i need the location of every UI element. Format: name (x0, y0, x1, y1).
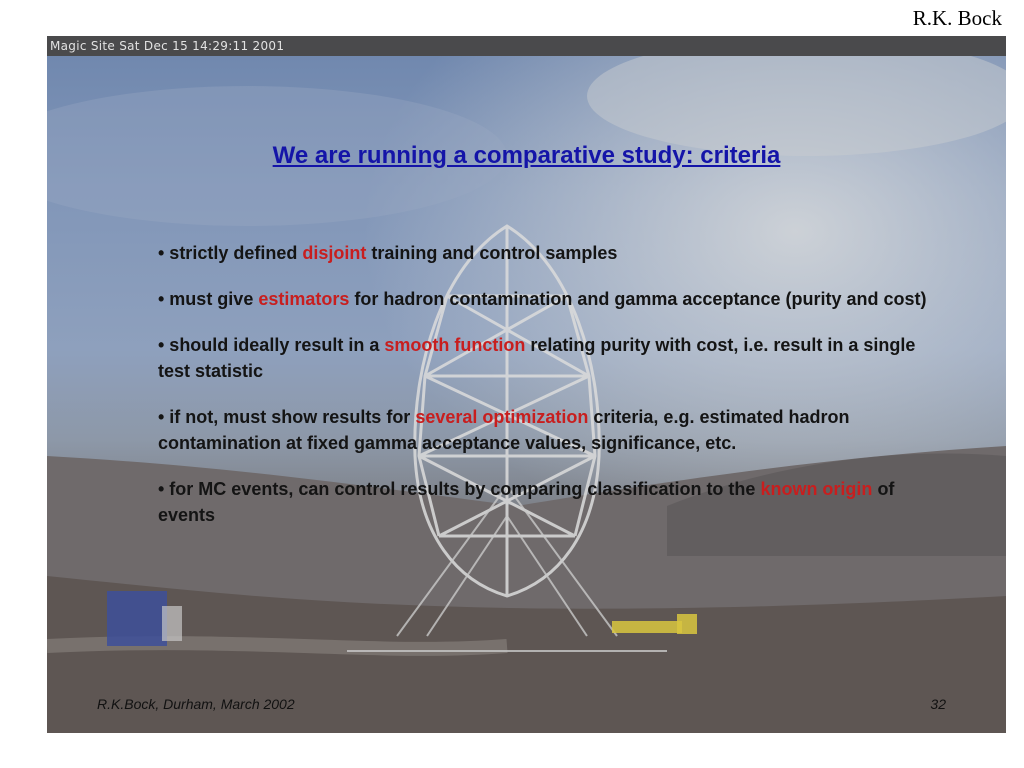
highlight-text: smooth function (384, 335, 526, 355)
bullet-item (158, 240, 928, 266)
bullet-text: training and control samples (366, 243, 618, 263)
bullet-text: criteria, e.g. estimated hadron contamination at fixed gamma acceptance values, significance, etc. (158, 407, 850, 453)
bullet-text: • strictly defined (158, 243, 303, 263)
bullet-text: relating purity with cost, i.e. result in a single test statistic (158, 335, 916, 381)
bullet-item (158, 476, 928, 528)
highlight-text: known origin (760, 479, 873, 499)
footer-page-number: 32 (930, 696, 946, 712)
highlight-text: disjoint (302, 243, 367, 263)
highlight-text: several optimization (415, 407, 589, 427)
bullet-text: • for MC events, can control results by comparing classification to the (158, 479, 761, 499)
webcam-caption: Magic Site Sat Dec 15 14:29:11 2001 (47, 36, 1006, 56)
footer-author-date: R.K.Bock, Durham, March 2002 (97, 696, 295, 712)
bullet-item (158, 332, 928, 384)
bullet-text: • if not, must show results for (158, 407, 416, 427)
bullet-item (158, 404, 928, 456)
slide (47, 36, 1006, 733)
bullet-item (158, 286, 928, 312)
slide-title: We are running a comparative study: criteria (272, 142, 781, 169)
bullet-text: for hadron contamination and gamma acceptance (purity and cost) (349, 289, 927, 309)
highlight-text: estimators (258, 289, 350, 309)
bullet-text: of events (158, 479, 895, 525)
bullet-text: • should ideally result in a (158, 335, 385, 355)
page-author: R.K. Bock (912, 6, 1002, 30)
bullet-list (158, 240, 928, 528)
bullet-text: • must give (158, 289, 259, 309)
